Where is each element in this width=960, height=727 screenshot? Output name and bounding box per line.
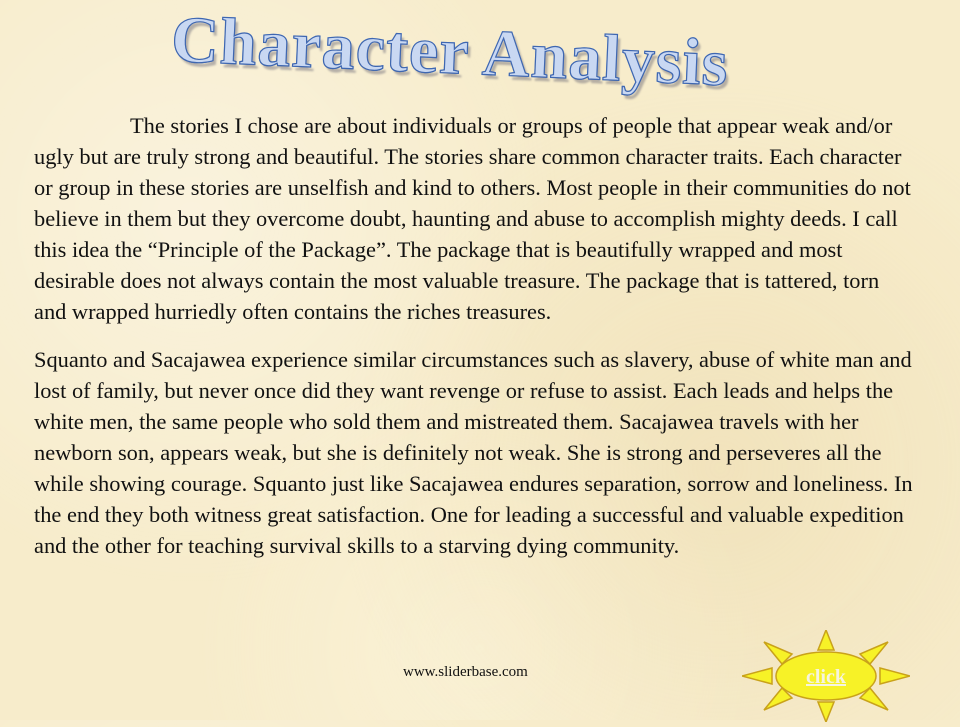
sun-click-button[interactable] xyxy=(742,630,910,722)
paragraph-intro: The stories I chose are about individuals or groups of people that appear weak and/or ugly but are truly strong and beautiful. The stories share common character traits. Each character or group in these stories are unselfish and kind to others. Most people in their communities do not believe in them but they overcome doubt, haunting and abuse to accomplish mighty deeds. I call this idea the “Principle of the Package”. The package that is beautifully wrapped and most desirable does not always contain the most valuable treasure. The package that is tattered, torn and wrapped hurriedly often contains the riches treasures. xyxy=(34,113,911,324)
body-text xyxy=(34,110,914,561)
paragraph-squanto-sacajawea: Squanto and Sacajawea experience similar circumstances such as slavery, abuse of white man and lost of family, but never once did they want revenge or refuse to assist. Each leads and helps the white men, the same people who sold them and mistreated them. Sacajawea travels with her newborn son, appears weak, but she is definitely not weak. She is strong and perseveres all the while showing courage. Squanto just like Sacajawea endures separation, sorrow and loneliness. In the end they both witness great satisfaction. One for leading a successful and valuable expedition and the other for teaching survival skills to a starving dying community. xyxy=(34,347,913,558)
footer-url: www.sliderbase.com xyxy=(403,664,528,680)
click-link[interactable]: click xyxy=(806,665,846,688)
slide-title: Character Analysis xyxy=(0,0,901,110)
